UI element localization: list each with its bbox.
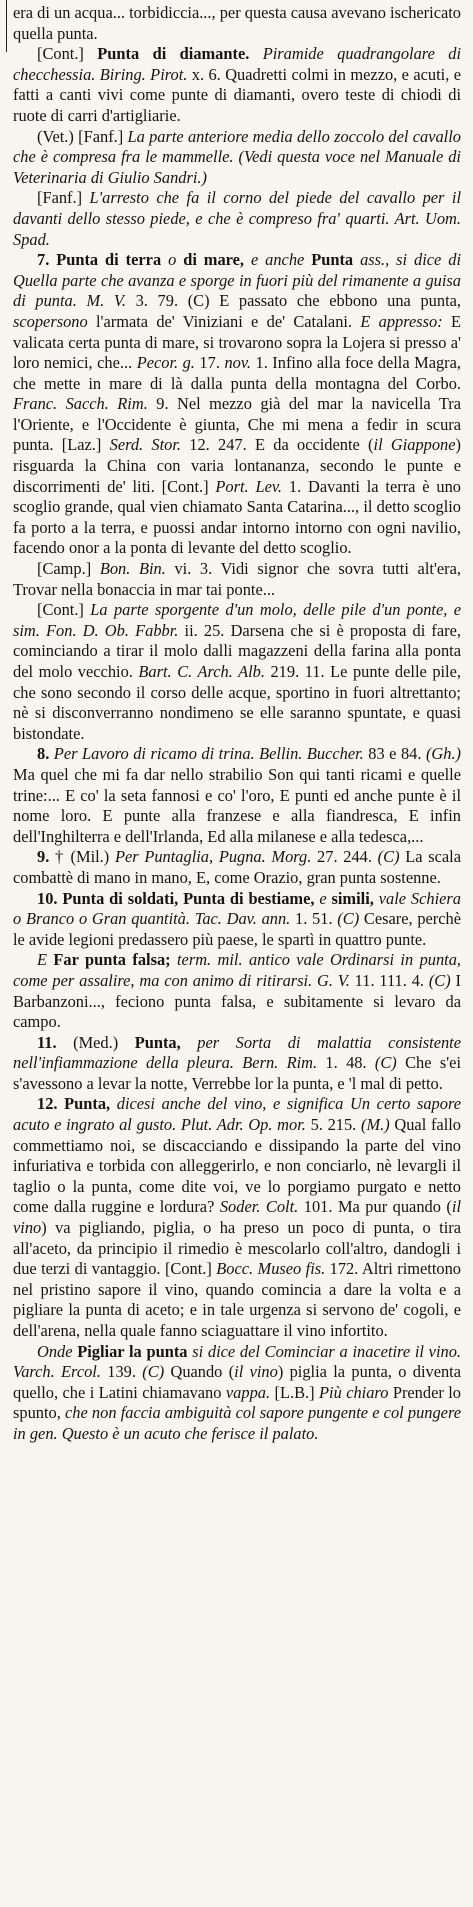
run: La parte anteriore media dello zoccolo del cavallo che è compresa fra le mammelle. (Vedi questa voce nel Manuale di Veterinaria di Giulio Sandri.) xyxy=(13,126,461,187)
run: vappa. xyxy=(225,1382,271,1402)
run: di mare, xyxy=(183,250,245,270)
run: E appresso: xyxy=(360,311,443,331)
paragraph-12 xyxy=(13,1094,461,1341)
run: Onde xyxy=(37,1341,78,1361)
run: Punta, xyxy=(134,1032,181,1052)
paragraph-10 xyxy=(13,950,461,1032)
run: 11. xyxy=(37,1032,57,1052)
run: era di un acqua... torbidiccia..., per questa causa avevano ischericato quella punta. xyxy=(13,3,461,43)
run: si dice del Cominciar a inacetire il vino. Varch. Ercol. xyxy=(13,1341,461,1382)
run: (Med.) xyxy=(56,1032,135,1052)
run: [L.B.] xyxy=(270,1382,319,1402)
run: 1. Infino alla foce della Magra, che mette in mare di là dalla punta della montagna del Corbo. xyxy=(13,353,462,393)
run: Ma quel che mi fa dar nello strabilio Son qui tanti ricami e quelle trine:... E co' la seta fannosi e co' l'oro, E punti ed anche punte è il nome loro. E punte alla franzese e alla fiandresca, E infin dell'Inghilterra e dell'Irlanda, Ed alla milanese e alla tedesca,... xyxy=(13,764,461,846)
entry-text xyxy=(13,3,461,1445)
run: Qual fallo commettiamo noi, se discacciando e dissipando la parte del vino infuriativa e torbida con alleggerirlo, e non conciarlo, nè levargli il taglio o la punta, come dite voi, ve lo porgiamo purgato e netto come dalla ruggine e lordura? xyxy=(13,1115,462,1217)
run: ) risguarda la China con varia lontananza, secondo le punte e discorrimenti de' liti. [Cont.] xyxy=(13,435,461,496)
run: (C) xyxy=(377,847,400,867)
run: [Cont.] xyxy=(37,600,91,620)
paragraph-8 xyxy=(13,847,461,888)
paragraph-0 xyxy=(13,3,461,44)
run: 11. 111. 4. xyxy=(349,970,429,990)
run: 9. Nel mezzo già del mar la navicella Tra l'Oriente, e l'Occidente è giunta, Che mi mena a fedir in scura punta. [Laz.] xyxy=(13,394,461,455)
run: 139. xyxy=(100,1362,143,1382)
run: 172. Altri rimettono nel pristino sapore il vino, quando comincia a dare la volta e a pigliare la punta di aceto; e in tale urgenza si servono de' cogoli, e dell'arena, nella quale fanno sciaguattare il vino infortito. xyxy=(13,1259,461,1340)
run: o xyxy=(161,250,184,270)
paragraph-2 xyxy=(13,127,461,189)
run: 1. 48. xyxy=(317,1053,375,1073)
run: Bart. C. Arch. Alb. xyxy=(138,662,265,681)
run: simili, xyxy=(331,888,374,908)
run: il vino xyxy=(13,1197,461,1238)
run: [Camp.] xyxy=(37,559,100,579)
run: 8. xyxy=(37,744,50,764)
run: (C) xyxy=(374,1053,397,1073)
run: per Sorta di malattia consistente nell'infiammazione della pleura. Bern. Rim. xyxy=(13,1032,461,1073)
run: Cesare, perchè le avide legioni predassero più paese, le spartì in quattro punte. xyxy=(13,909,462,949)
run: E xyxy=(37,950,54,970)
run: dicesi anche del vino, e significa Un certo sapore acuto e ingrato al gusto. Plut. Adr. Op. mor. xyxy=(13,1094,461,1135)
paragraph-4 xyxy=(13,250,461,559)
run: (C) xyxy=(337,909,360,929)
run: Soder. Colt. xyxy=(219,1197,299,1217)
margin-rule xyxy=(6,0,7,52)
run: Punta xyxy=(311,250,354,270)
run: e xyxy=(314,888,332,908)
run: 1. 51. xyxy=(290,909,338,929)
run: [Fanf.] xyxy=(37,188,90,208)
run: 1. Davanti la terra è uno scoglio grande, qual vien chiamato Santa Catarina..., il detto scoglio fa porto a la terra, e puossi andar intorno intorno con ogni navilio, facendo onor a la ponta di levante del detto scoglio. xyxy=(13,476,461,558)
run: La parte sporgente d'un molo, delle pile d'un ponte, e sim. Fon. D. Ob. Fabbr. xyxy=(13,600,461,640)
run: Più chiaro xyxy=(319,1382,389,1402)
run: Port. Lev. xyxy=(215,476,283,496)
paragraph-6 xyxy=(13,600,461,744)
run: vi. 3. Vidi signor che sovra tutti alt'era, Trovar nella bonaccia in mar tai ponte... xyxy=(13,559,461,599)
run: Pecor. g. xyxy=(136,353,195,373)
run: 219. 11. Le punte delle pile, che sono secondo il corso delle acque, sportino in fuori altrettanto; nè si disconverranno nondimeno se elle saranno spuntate, e quasi bistondate. xyxy=(13,662,461,743)
run: ass., si dice di Quella parte che avanza e sporge in fuori più del rimanente a guisa di punta. M. V. xyxy=(13,250,461,311)
run: Franc. Sacch. Rim. xyxy=(13,394,148,414)
run: 7. Punta di terra xyxy=(37,250,162,270)
run: nov. xyxy=(224,353,251,373)
run: (C) xyxy=(428,970,451,990)
run: Per Lavoro di ricamo di trina. Bellin. Buccher. xyxy=(49,744,364,764)
run: 12. 247. E da occidente ( xyxy=(181,435,374,455)
run: La scala combattè di mano in mano, E, come Orazio, gran punta sostenne. xyxy=(13,847,462,887)
run: Quando ( xyxy=(164,1362,235,1382)
paragraph-7 xyxy=(13,744,461,847)
run: che non faccia ambiguità col sapore pungente e col pungere in gen. Questo è un acuto che ferisce il palato. xyxy=(13,1403,461,1443)
run: Per Puntaglia, Pugna. Morg. xyxy=(114,847,312,867)
run: L'arresto che fa il corno del piede del cavallo per il davanti dello stesso piede, e che è compreso fra' quarti. Art. Uom. Spad. xyxy=(13,188,461,249)
run: 17. xyxy=(194,353,225,373)
run: Bocc. Museo fis. xyxy=(216,1259,326,1279)
paragraph-13 xyxy=(13,1342,461,1445)
run: 27. 244. xyxy=(311,847,378,867)
run: † (Mil.) xyxy=(49,847,115,867)
run: (C) xyxy=(142,1362,165,1382)
run: Prender lo spunto, xyxy=(13,1382,461,1423)
run: Serd. Stor. xyxy=(109,435,182,455)
run: (Vet.) [Fanf.] xyxy=(37,126,128,146)
run: l'armata de' Viniziani e de' Catalani. xyxy=(87,311,361,331)
run: (Gh.) xyxy=(425,744,461,764)
run: e anche xyxy=(244,250,312,270)
run: Pigliar la punta xyxy=(77,1341,188,1361)
paragraph-11 xyxy=(13,1033,461,1095)
run: 10. Punta di soldati, Punta di bestiame, xyxy=(37,888,315,908)
run: ) piglia la punta, o diventa quello, che i Latini chiamavano xyxy=(13,1362,461,1402)
paragraph-1: [Cont.] Punta di diamante. Piramide quadrangolare di checchessia. Biring. Pirot. x. 6. Quadretti colmi in mezzo, e acuti, e fatti a canti vivi come punte di diamanti, overo teste di chiodi di ruote di carri d'artigliarie. xyxy=(13,44,462,125)
run: 9. xyxy=(37,847,50,867)
run: il vino xyxy=(234,1362,278,1382)
run: E valicata certa punta di mare, si trovarono sopra la Lojera si presso a' loro nemici, che... xyxy=(13,311,461,373)
run: 3. 79. (C) E passato che ebbono una punta, xyxy=(125,291,461,311)
run: I Barbanzoni..., feciono punta falsa, e subitamente si levaro da campo. xyxy=(13,970,462,1032)
run: 83 e 84. xyxy=(363,744,426,764)
run: ) va pigliando, piglia, o ha preso un poco di punta, o tira all'aceto, da principio il rimedio è mescolarlo coll'altro, dandogli i due terzi di vantaggio. [Cont.] xyxy=(13,1218,461,1279)
run: ii. 25. Darsena che si è proposta di fare, cominciando a tirar il molo dalli magazzeni della farina alla ponta del molo vecchio. xyxy=(13,620,461,681)
run: Far punta falsa; xyxy=(53,950,171,970)
run: term. mil. antico vale Ordinarsi in punta, come per assalire, ma con animo di ritirarsi. G. V. xyxy=(13,950,461,990)
run: Bon. Bin. xyxy=(99,559,166,579)
paragraph-9 xyxy=(13,889,461,951)
run: Che s'ei s'avessono a levar la notte, Verrebbe lor la punta, e 'l mal di petto. xyxy=(13,1053,462,1093)
run: vale Schiera o Branco o Gran quantità. Tac. Dav. ann. xyxy=(13,888,461,929)
run: scopersono xyxy=(13,311,88,331)
run: 5. 215. xyxy=(305,1115,361,1135)
run: (M.) xyxy=(361,1115,390,1135)
paragraph-5 xyxy=(13,559,461,600)
run: 101. Ma pur quando ( xyxy=(298,1197,452,1217)
run: 12. Punta, xyxy=(37,1094,111,1114)
run: il Giappone xyxy=(373,435,456,455)
paragraph-3 xyxy=(13,188,461,250)
